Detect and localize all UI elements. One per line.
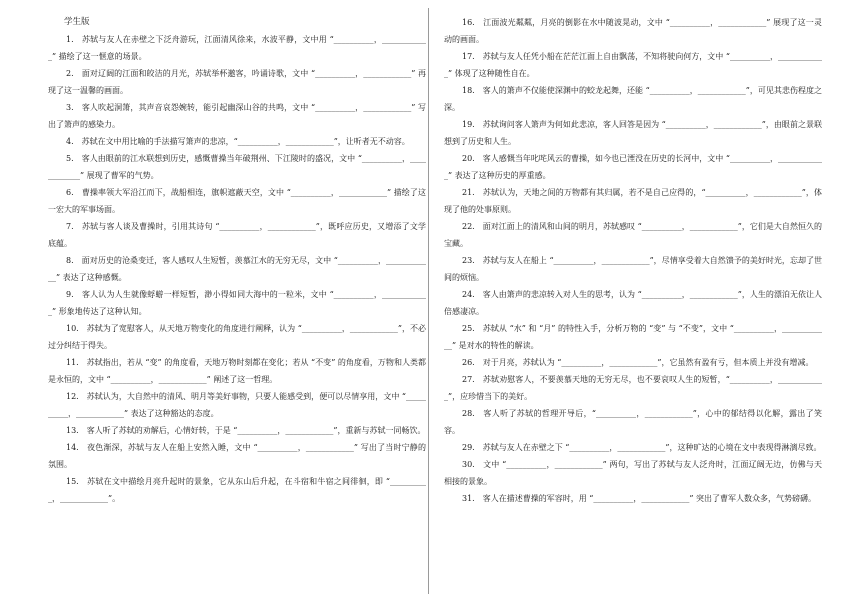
question-item: 9. 客人认为人生就像蜉蝣一样短暂，渺小得如同大海中的一粒米，文中 “__________，____________” 形象地传达了这种认知。 xyxy=(48,290,426,316)
question-item: 8. 面对历史的沧桑变迁，客人感叹人生短暂，羡慕江水的无穷无尽，文中 “__________，____________” 表达了这种感慨。 xyxy=(48,256,426,282)
question-item: 4. 苏轼在文中用比喻的手法描写箫声的悲凉，“__________，____________”，让听者无不动容。 xyxy=(66,137,410,146)
question-item: 10. 苏轼为了宽慰客人，从天地万物变化的角度进行阐释，认为 “__________，____________”，不必过分纠结于得失。 xyxy=(48,324,426,350)
question-item: 1. 苏轼与友人在赤壁之下泛舟游玩，江面清风徐来，水波平静，文中用 “__________，____________” 描绘了这一惬意的场景。 xyxy=(48,35,426,61)
question-item: 20. 客人感慨当年叱咤风云的曹操，如今也已湮没在历史的长河中，文中 “__________，____________” 表达了这种历史的厚重感。 xyxy=(444,154,822,180)
question-item: 19. 苏轼询问客人箫声为何如此悲凉，客人回答是因为 “__________，____________”，由眼前之景联想到了历史和人生。 xyxy=(444,120,822,146)
question-item: 12. 苏轼认为，大自然中的清风、明月等美好事物，只要人能感受到，便可以尽情享用，文中 “__________，____________” 表达了这种豁达的态度。 xyxy=(48,392,426,418)
question-item: 23. 苏轼与友人在船上 “__________，____________”，尽情享受着大自然馈予的美好时光，忘却了世间的烦恼。 xyxy=(444,256,822,282)
question-item: 28. 客人听了苏轼的哲理开导后，“__________，____________”，心中的郁结得以化解，露出了笑容。 xyxy=(444,409,822,435)
question-item: 11. 苏轼指出，若从 “变” 的角度看，天地万物时刻都在变化；若从 “不变” 的角度看，万物和人类都是永恒的，文中 “__________，____________” 阐述了这一哲理。 xyxy=(48,358,426,384)
question-item: 6. 曹操率领大军沿江而下，战船相连，旗帜遮蔽天空，文中 “__________，____________” 描绘了这一宏大的军事场面。 xyxy=(48,188,426,214)
question-item: 13. 客人听了苏轼的劝解后，心情好转，于是 “__________，____________”，重新与苏轼一同畅饮。 xyxy=(66,426,426,435)
question-item: 27. 苏轼劝慰客人，不要羡慕天地的无穷无尽，也不要哀叹人生的短暂，“__________，____________”，应珍惜当下的美好。 xyxy=(444,375,822,401)
left-column xyxy=(48,14,426,507)
question-item: 15. 苏轼在文中描绘月亮升起时的景象，它从东山后升起，在斗宿和牛宿之间徘徊，即 “__________，____________”。 xyxy=(48,477,426,503)
question-item: 18. 客人的箫声不仅能使深渊中的蛟龙起舞，还能 “__________，____________”，可见其悲伤程度之深。 xyxy=(444,86,822,112)
question-item: 25. 苏轼从 “水” 和 “月” 的特性入手，分析万物的 “变” 与 “不变”，文中 “__________，____________” 是对水的特性的解读。 xyxy=(444,324,822,350)
question-item: 22. 面对江面上的清风和山间的明月，苏轼感叹 “__________，____________”，它们是大自然恒久的宝藏。 xyxy=(444,222,822,248)
question-item: 21. 苏轼认为，天地之间的万物都有其归属，若不是自己应得的，“__________，____________”，体现了他的处事原则。 xyxy=(444,188,822,214)
question-item: 31. 客人在描述曹操的军容时，用 “__________，____________” 突出了曹军人数众多，气势磅礴。 xyxy=(462,494,816,503)
question-item: 30. 文中 “__________，____________” 两句，写出了苏轼与友人泛舟时，江面辽阔无边，仿佛与天相接的景象。 xyxy=(444,460,822,486)
right-column xyxy=(444,14,822,507)
page-header: 学生版 xyxy=(64,17,90,27)
question-item: 3. 客人吹起洞箫，其声音哀怨婉转，能引起幽深山谷的共鸣，文中 “__________，____________” 写出了箫声的感染力。 xyxy=(48,103,426,129)
question-item: 2. 面对辽阔的江面和皎洁的月光，苏轼举杯邀客，吟诵诗歌，文中 “__________，____________” 再现了这一温馨的画面。 xyxy=(48,69,426,95)
question-item: 29. 苏轼与友人在赤壁之下 “__________，____________”，这种旷达的心境在文中表现得淋漓尽致。 xyxy=(462,443,822,452)
question-item: 16. 江面波光粼粼，月亮的倒影在水中随波晃动，文中 “__________，____________” 展现了这一灵动的画面。 xyxy=(444,18,822,44)
question-item: 24. 客人由箫声的悲凉转入对人生的思考，认为 “__________，____________”，人生的漂泊无依让人倍感凄凉。 xyxy=(444,290,822,316)
question-item: 17. 苏轼与友人任凭小船在茫茫江面上自由飘荡，不知将驶向何方，文中 “__________，____________” 体现了这种随性自在。 xyxy=(444,52,822,78)
question-item: 5. 客人由眼前的江水联想到历史，感慨曹操当年破荆州、下江陵时的盛况，文中 “__________，____________” 展现了曹军的气势。 xyxy=(48,154,426,180)
question-item: 7. 苏轼与客人谈及曹操时，引用其诗句 “__________，____________”，既呼应历史，又增添了文学底蕴。 xyxy=(48,222,426,248)
question-item: 26. 对于月亮，苏轼认为 “__________，____________”，它虽然有盈有亏，但本质上并没有增减。 xyxy=(462,358,814,367)
column-divider xyxy=(428,8,429,594)
question-item: 14. 夜色渐深，苏轼与友人在船上安然入睡，文中 “__________，____________” 写出了当时宁静的氛围。 xyxy=(48,443,426,469)
